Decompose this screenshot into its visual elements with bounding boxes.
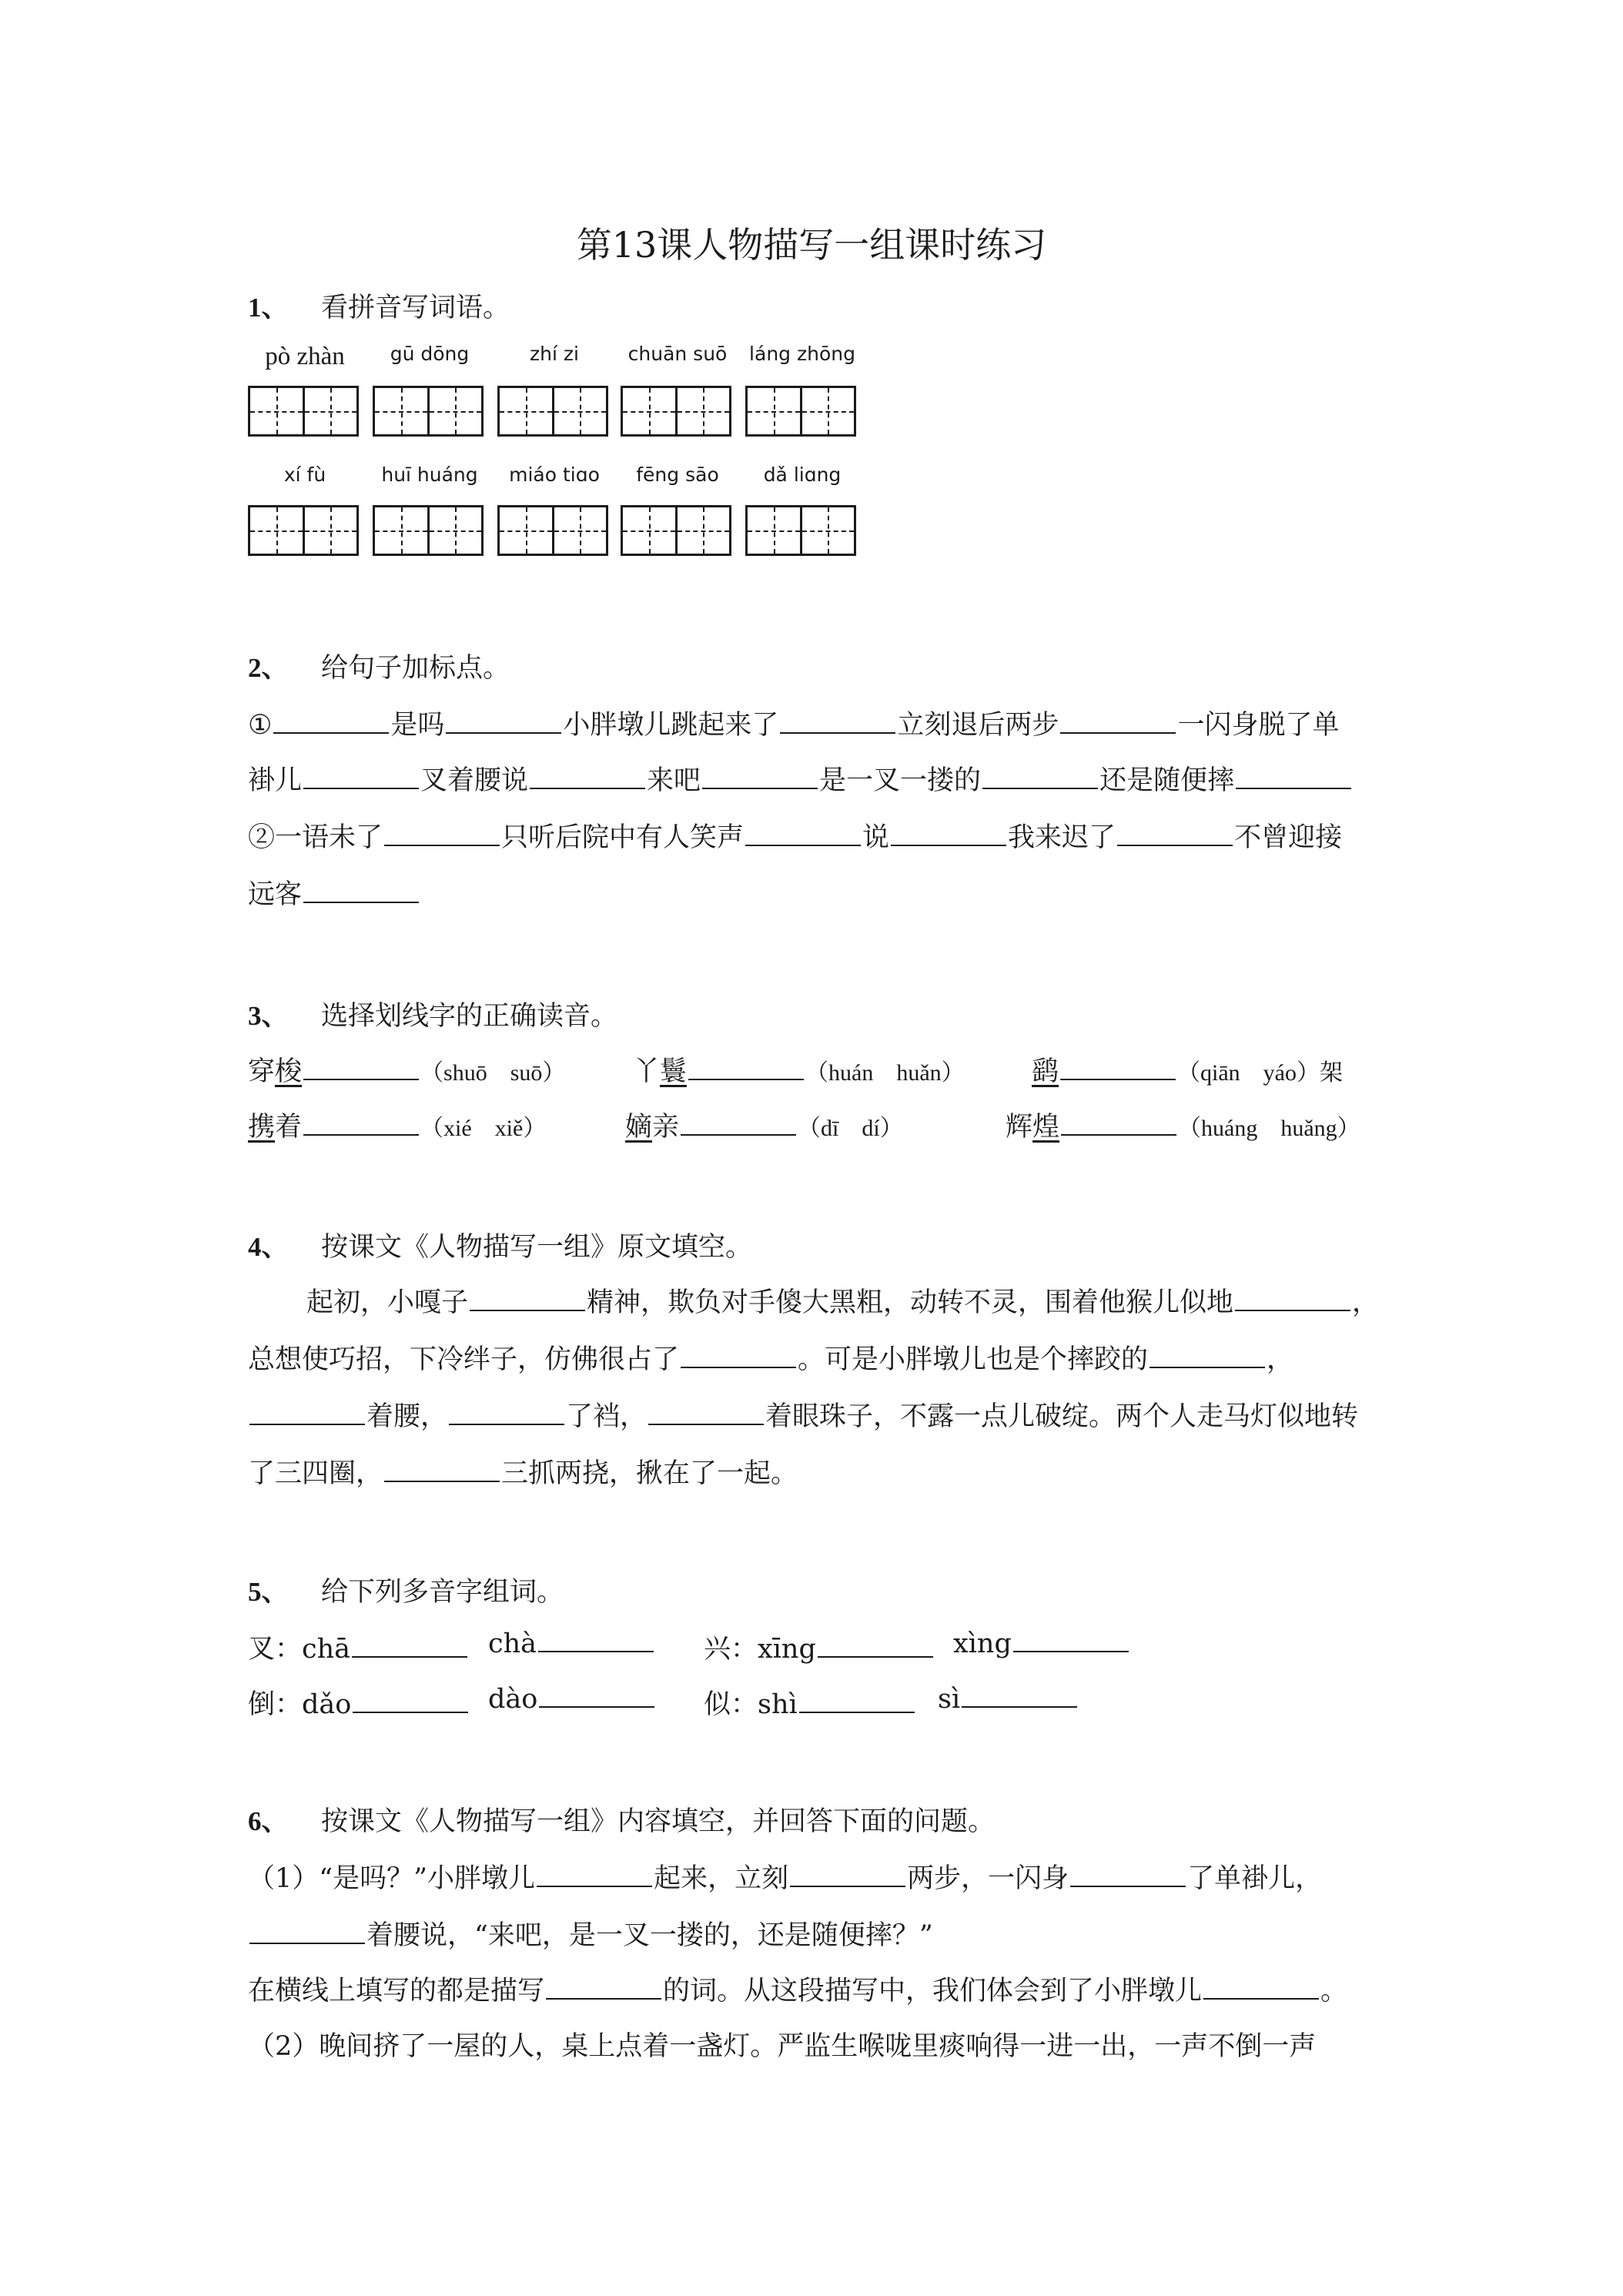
pinyin-label: gū dōng (390, 343, 470, 365)
text-segment: 起初，小嘎子 (306, 1287, 469, 1318)
answer-blank[interactable] (470, 1287, 585, 1311)
text-segment: 褂儿 (248, 765, 303, 796)
text-segment: 了单褂儿， (1187, 1863, 1323, 1894)
q3-row-1-a (248, 1050, 565, 1089)
answer-blank[interactable] (303, 879, 419, 903)
text-segment: 是吗 (390, 710, 445, 741)
text-segment: 叉：chā (248, 1634, 351, 1665)
q4-line-4 (248, 1452, 798, 1491)
answer-blank[interactable] (249, 1919, 365, 1944)
answer-blank[interactable] (303, 1056, 419, 1080)
text-segment: 倒：dǎo (248, 1689, 352, 1720)
text-segment: 。 (1320, 1976, 1348, 2006)
writing-grid[interactable] (745, 505, 856, 556)
q3-row-1-c (1032, 1050, 1343, 1089)
answer-blank[interactable] (1236, 765, 1351, 789)
text-segment: 只听后院中有人笑声 (501, 822, 745, 853)
answer-blank[interactable] (982, 765, 1098, 789)
q5-row-1-b (488, 1628, 655, 1659)
underlined-char: 梭 (275, 1056, 303, 1087)
text-segment: 我来迟了 (1008, 822, 1116, 853)
text-segment: 了裆， (566, 1401, 648, 1432)
text-segment: （1）“是吗？”小胖墩儿 (248, 1863, 536, 1894)
answer-blank[interactable] (1060, 1056, 1176, 1080)
q2-line-3 (248, 816, 1342, 855)
pinyin-options: （xié xiě） (420, 1116, 547, 1141)
text-segment: 在横线上填写的都是描写 (248, 1976, 545, 2006)
text-segment: 穿 (248, 1056, 276, 1087)
q5-row-1-d (953, 1628, 1130, 1659)
text-segment: 了三四圈， (248, 1458, 383, 1489)
q5-row-2-a (248, 1683, 470, 1722)
answer-blank[interactable] (384, 1458, 500, 1482)
q3-row-2-c (1006, 1106, 1360, 1144)
text-segment: 不曾迎接 (1234, 822, 1343, 853)
pinyin-label: miáo tiɑo (509, 464, 600, 486)
answer-blank[interactable] (962, 1683, 1077, 1708)
pinyin-label: pò zhàn (265, 343, 345, 370)
answer-blank[interactable] (303, 765, 419, 789)
answer-blank[interactable] (1149, 1344, 1265, 1368)
question-number: 4、 (248, 1232, 289, 1262)
writing-grid[interactable] (373, 386, 484, 437)
question-6-heading (248, 1800, 995, 1839)
pinyin-label: fēng sāo (636, 464, 719, 486)
writing-grid[interactable] (248, 505, 359, 556)
question-text: 给下列多音字组词。 (321, 1577, 564, 1608)
text-segment: 精神，欺负对手傻大黑粗，动转不灵，围着他猴儿似地 (587, 1287, 1234, 1318)
q3-row-2-a (248, 1106, 546, 1144)
q3-row-2-b (625, 1106, 903, 1144)
writing-grid[interactable] (621, 386, 731, 437)
question-5-heading (248, 1571, 564, 1609)
answer-blank[interactable] (648, 1401, 764, 1425)
pinyin-options: （qiān yáo）架 (1177, 1060, 1343, 1086)
pinyin-label: xí fù (283, 464, 326, 486)
answer-blank[interactable] (546, 1975, 661, 2000)
question-3-heading (248, 995, 617, 1033)
text-segment: 辉 (1006, 1112, 1033, 1143)
text-segment: 两步，一闪身 (907, 1863, 1069, 1894)
answer-blank[interactable] (790, 1863, 905, 1887)
q5-row-2-b (488, 1683, 656, 1715)
text-segment: 的词。从这段描写中，我们体会到了小胖墩儿 (663, 1976, 1203, 2006)
answer-blank[interactable] (702, 765, 818, 789)
answer-blank[interactable] (681, 1111, 796, 1136)
q5-row-1-a (248, 1628, 469, 1666)
text-segment: 。可是小胖墩儿也是个摔跤的 (798, 1344, 1149, 1375)
underlined-char: 携 (248, 1112, 276, 1143)
text-segment: 亲 (652, 1112, 680, 1143)
text-segment: 叉着腰说 (420, 765, 529, 796)
q4-line-3 (248, 1395, 1358, 1434)
answer-blank[interactable] (1061, 1111, 1176, 1136)
question-text: 选择划线字的正确读音。 (321, 1001, 618, 1032)
question-4-heading (248, 1226, 752, 1264)
page-title: 第13课人物描写一组课时练习 (576, 224, 1047, 266)
text-segment: 小胖墩儿跳起来了 (563, 710, 779, 741)
q3-row-1-b (633, 1050, 965, 1089)
underlined-char: 嫡 (625, 1112, 653, 1143)
pinyin-options: （shuō suō） (420, 1060, 566, 1086)
text-segment: 三抓两挠，揪在了一起。 (501, 1458, 798, 1489)
question-text: 看拼音写词语。 (321, 293, 510, 323)
q6-line-2 (248, 1914, 933, 1953)
answer-blank[interactable] (538, 1628, 654, 1652)
text-segment: dào (488, 1684, 538, 1715)
answer-blank[interactable] (818, 1633, 933, 1658)
answer-blank[interactable] (1013, 1628, 1129, 1652)
pinyin-label: dǎ liɑng (763, 464, 842, 486)
answer-blank[interactable] (1060, 709, 1176, 734)
writing-grid[interactable] (745, 386, 856, 437)
text-segment: ， (1352, 1287, 1380, 1318)
answer-blank[interactable] (384, 822, 500, 846)
writing-grid[interactable] (497, 386, 608, 437)
underlined-char: 鹞 (1032, 1056, 1059, 1087)
text-segment: 总想使巧招，下冷绊子，仿佛很占了 (248, 1344, 680, 1375)
question-number: 2、 (248, 653, 289, 683)
answer-blank[interactable] (1203, 1975, 1319, 2000)
answer-blank[interactable] (273, 709, 389, 734)
text-segment: 着腰， (366, 1401, 448, 1432)
question-2-heading (248, 647, 510, 685)
writing-grid[interactable] (373, 505, 484, 556)
pinyin-label: láng zhōng (749, 343, 855, 365)
answer-blank[interactable] (745, 822, 861, 846)
q5-row-2-c (704, 1683, 916, 1722)
answer-blank[interactable] (539, 1683, 654, 1708)
answer-blank[interactable] (688, 1056, 804, 1080)
q5-row-1-c (704, 1628, 935, 1666)
text-segment: 起来，立刻 (654, 1863, 789, 1894)
text-segment: 是一叉一搂的 (819, 765, 982, 796)
text-segment: ① (248, 710, 273, 741)
answer-blank[interactable] (446, 709, 561, 734)
question-number: 3、 (248, 1001, 289, 1031)
question-number: 6、 (248, 1806, 289, 1836)
text-segment: 着腰说，“来吧，是一叉一搂的，还是随便摔？” (366, 1920, 933, 1951)
text-segment: 丫 (633, 1056, 661, 1087)
q6-line-4: （2）晚间挤了一屋的人，桌上点着一盏灯。严监生喉咙里痰响得一进一出，一声不倒一声 (248, 2031, 1317, 2062)
pinyin-label: chuān suō (627, 343, 728, 365)
text-segment: ， (1267, 1344, 1294, 1375)
answer-blank[interactable] (891, 822, 1006, 846)
answer-blank[interactable] (799, 1689, 915, 1713)
text-segment: sì (938, 1684, 961, 1715)
text-segment: 着 (275, 1112, 303, 1143)
q5-row-2-d (938, 1683, 1079, 1715)
underlined-char: 煌 (1032, 1112, 1060, 1143)
q4-line-1 (306, 1281, 1379, 1320)
text-segment: 远客 (248, 879, 303, 910)
pinyin-options: （huán huǎn） (805, 1060, 965, 1086)
q6-line-1 (248, 1857, 1322, 1896)
pinyin-label: huī huáng (381, 464, 478, 486)
question-number: 5、 (248, 1577, 289, 1607)
answer-blank[interactable] (681, 1344, 796, 1368)
question-number: 1、 (248, 293, 289, 323)
q2-line-1 (248, 704, 1339, 742)
answer-blank[interactable] (780, 709, 895, 734)
text-segment: 一闪身脱了单 (1177, 710, 1340, 741)
q2-line-2 (248, 759, 1353, 798)
pinyin-label: zhí zi (530, 343, 579, 365)
writing-grid[interactable] (621, 505, 731, 556)
underlined-char: 鬟 (660, 1056, 688, 1087)
pinyin-options: （huáng huǎng） (1178, 1116, 1360, 1141)
text-segment: chà (488, 1628, 537, 1659)
question-text: 按课文《人物描写一组》内容填空，并回答下面的问题。 (321, 1806, 996, 1837)
question-text: 给句子加标点。 (321, 653, 510, 684)
answer-blank[interactable] (537, 1863, 652, 1887)
answer-blank[interactable] (249, 1401, 365, 1425)
pinyin-options: （dī dí） (798, 1116, 903, 1141)
answer-blank[interactable] (352, 1633, 467, 1658)
answer-blank[interactable] (530, 765, 645, 789)
question-1-heading (248, 286, 510, 325)
answer-blank[interactable] (1235, 1287, 1350, 1311)
text-segment: ②一语未了 (248, 822, 383, 853)
text-segment: 立刻退后两步 (897, 710, 1059, 741)
answer-blank[interactable] (303, 1111, 419, 1136)
text-segment: xìng (953, 1628, 1012, 1659)
text-segment: 似：shì (704, 1689, 798, 1720)
writing-grid[interactable] (248, 386, 359, 437)
text-segment: 着眼珠子，不露一点儿破绽。两个人走马灯似地转 (765, 1401, 1359, 1432)
q2-line-4 (248, 873, 420, 912)
q4-line-2 (248, 1338, 1293, 1377)
answer-blank[interactable] (353, 1689, 468, 1713)
q6-line-3 (248, 1970, 1347, 2008)
question-text: 按课文《人物描写一组》原文填空。 (321, 1232, 753, 1263)
text-segment: 来吧 (647, 765, 701, 796)
answer-blank[interactable] (449, 1401, 564, 1425)
answer-blank[interactable] (1117, 822, 1233, 846)
writing-grid[interactable] (497, 505, 608, 556)
text-segment: 说 (862, 822, 890, 853)
text-segment: 还是随便摔 (1099, 765, 1235, 796)
answer-blank[interactable] (1070, 1863, 1186, 1887)
text-segment: 兴：xīng (704, 1634, 816, 1665)
